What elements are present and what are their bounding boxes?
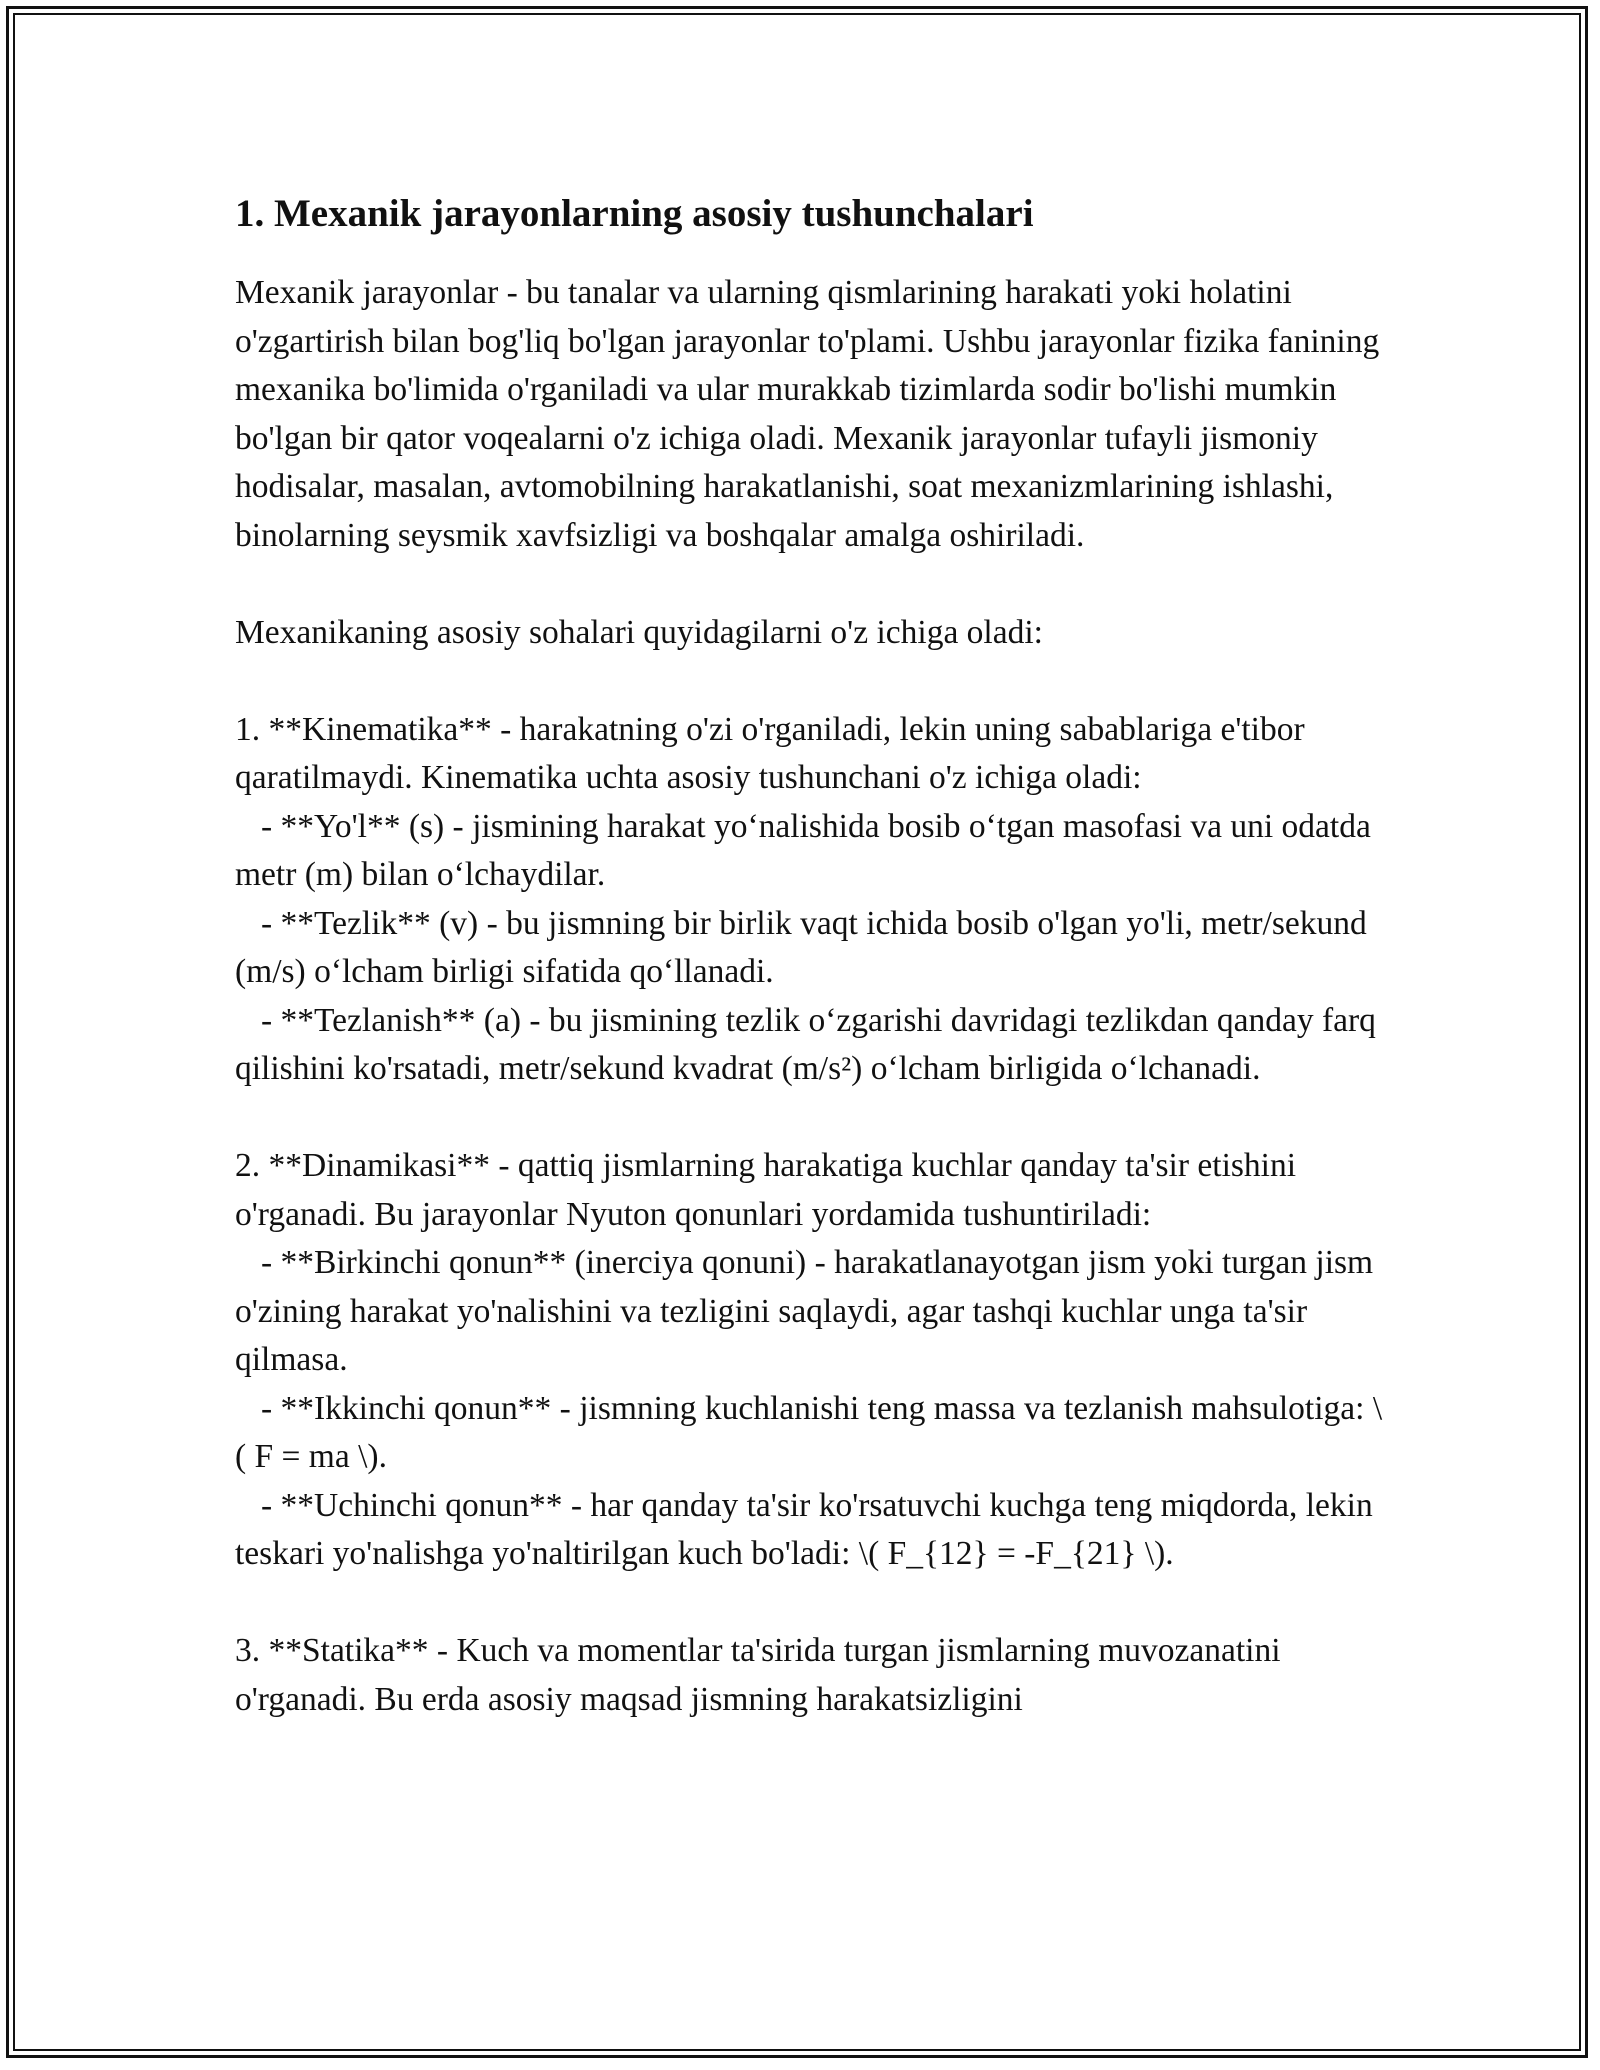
kinematics-section: [235, 706, 1385, 1094]
paragraph-gap: [235, 657, 1385, 706]
intro-paragraph: Mexanik jarayonlar - bu tanalar va ularning qismlarining harakati yoki holatini o'zgartirish bilan bog'liq bo'lgan jarayonlar to'plami. Ushbu jarayonlar fizika fanining mexanika bo'limida o'rganiladi va ular murakkab tizimlarda sodir bo'lishi mumkin bo'lgan bir qator voqealarni o'z ichiga oladi. Mexanik jarayonlar tufayli jismoniy hodisalar, masalan, avtomobilning harakatlanishi, soat mexanizmlarining ishlashi, binolarning seysmik xavfsizligi va boshqalar amalga oshiriladi.: [235, 274, 1380, 554]
document-body: [235, 185, 1385, 1724]
statics-heading: 3. **Statika** - Kuch va momentlar ta'sirida turgan jismlarning muvozanatini o'rganadi. Bu erda asosiy maqsad jismning harakatsizligini: [235, 1632, 1281, 1718]
dynamics-heading: 2. **Dinamikasi** - qattiq jismlarning harakatiga kuchlar qanday ta'sir etishini o'rganadi. Bu jarayonlar Nyuton qonunlari yordamida tushuntiriladi:: [235, 1147, 1297, 1233]
statics-section: [235, 1627, 1385, 1724]
kinematics-item-path: - **Yo'l** (s) - jismining harakat yoʻnalishida bosib oʻtgan masofasi va uni odatda metr (m) bilan oʻlchaydilar.: [235, 807, 1371, 893]
kinematics-heading: 1. **Kinematika** - harakatning o'zi o'rganiladi, lekin uning sabablariga e'tibor qaratilmaydi. Kinematika uchta asosiy tushunchani o'z ichiga oladi:: [235, 710, 1305, 796]
paragraph-gap: [235, 560, 1385, 609]
paragraph-gap: [235, 1579, 1385, 1628]
dynamics-section: [235, 1142, 1385, 1579]
paragraph-gap: [235, 1094, 1385, 1143]
dynamics-item-second-law: - **Ikkinchi qonun** - jismning kuchlanishi teng massa va tezlanish mahsulotiga: \( F = ma \).: [235, 1389, 1383, 1475]
areas-intro: Mexanikaning asosiy sohalari quyidagilarni o'z ichiga oladi:: [235, 613, 1043, 651]
dynamics-item-first-law: - **Birkinchi qonun** (inerciya qonuni) - harakatlanayotgan jism yoki turgan jism o'zining harakat yo'nalishini va tezligini saqlaydi, agar tashqi kuchlar unga ta'sir qilmasa.: [235, 1244, 1374, 1378]
kinematics-item-acceleration: - **Tezlanish** (a) - bu jismining tezlik oʻzgarishi davridagi tezlikdan qanday farq qilishini ko'rsatadi, metr/sekund kvadrat (m/s²) oʻlcham birligida oʻlchanadi.: [235, 1001, 1376, 1087]
kinematics-item-velocity: - **Tezlik** (v) - bu jismning bir birlik vaqt ichida bosib o'lgan yo'li, metr/sekund (m/s) oʻlcham birligi sifatida qoʻllanadi.: [235, 904, 1367, 990]
dynamics-item-third-law: - **Uchinchi qonun** - har qanday ta'sir ko'rsatuvchi kuchga teng miqdorda, lekin teskari yo'nalishga yo'naltirilgan kuch bo'ladi: \( F_{12} = -F_{21} \).: [235, 1486, 1373, 1572]
document-title: 1. Mexanik jarayonlarning asosiy tushunchalari: [235, 192, 1034, 235]
